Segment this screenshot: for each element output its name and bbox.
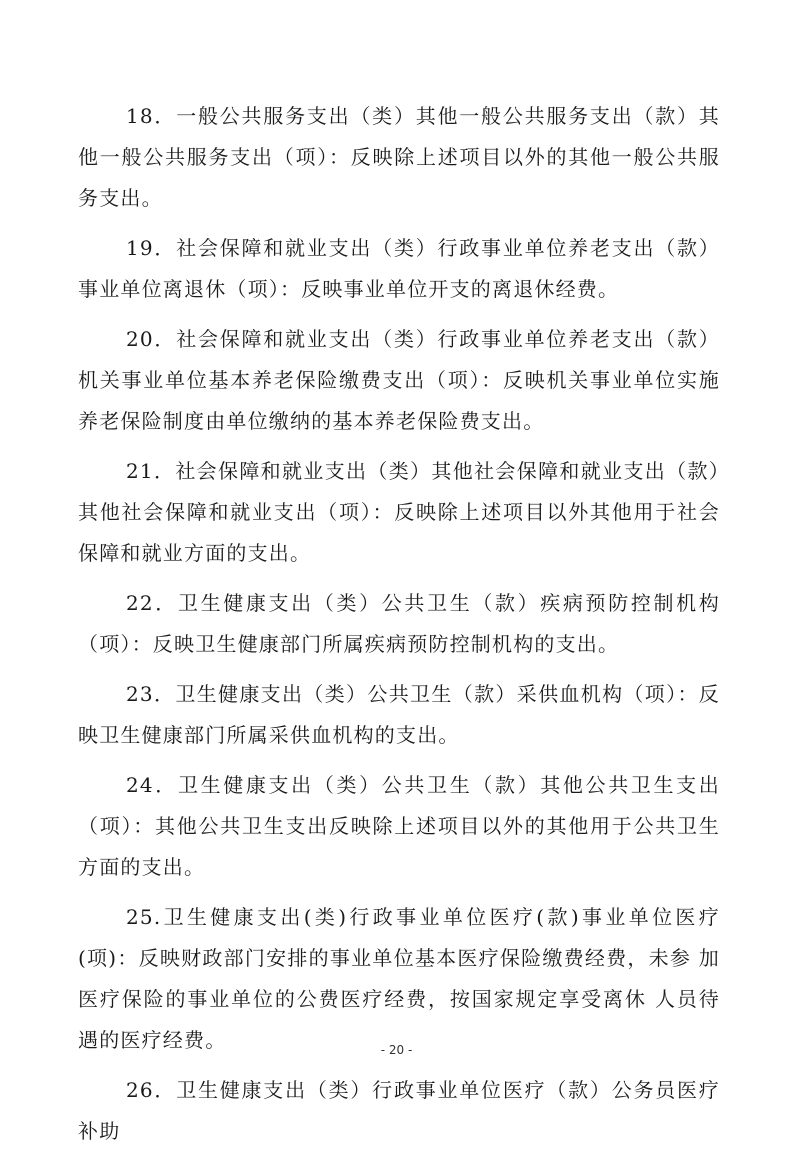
paragraph-18: 18．一般公共服务支出（类）其他一般公共服务支出（款）其他一般公共服务支出（项）：反映除上述项目以外的其他一般公共服务支出。 [78,104,720,210]
paragraph-22: 22．卫生健康支出（类）公共卫生（款）疾病预防控制机构（项）：反映卫生健康部门所属疾病预防控制机构的支出。 [78,591,720,656]
paragraph-25: 25.卫生健康支出(类)行政事业单位医疗(款)事业单位医疗(项)：反映财政部门安排的事业单位基本医疗保险缴费经费，未参 加医疗保险的事业单位的公费医疗经费，按国家规定享受离休 人员待遇的医疗经费。 [78,905,720,1052]
paragraph-23: 23．卫生健康支出（类）公共卫生（款）采供血机构（项）：反映卫生健康部门所属采供血机构的支出。 [78,682,720,747]
paragraph-19: 19．社会保障和就业支出（类）行政事业单位养老支出（款）事业单位离退休（项）：反映事业单位开支的离退休经费。 [78,236,720,301]
paragraph-20: 20．社会保障和就业支出（类）行政事业单位养老支出（款）机关事业单位基本养老保险缴费支出（项）：反映机关事业单位实施养老保险制度由单位缴纳的基本养老保险费支出。 [78,327,720,433]
document-body [78,96,720,1161]
paragraph-21: 21．社会保障和就业支出（类）其他社会保障和就业支出（款）其他社会保障和就业支出（项）：反映除上述项目以外其他用于社会保障和就业方面的支出。 [78,459,720,565]
page-number: - 20 - [380,1043,413,1057]
paragraph-24: 24．卫生健康支出（类）公共卫生（款）其他公共卫生支出（项）：其他公共卫生支出反映除上述项目以外的其他用于公共卫生 方面的支出。 [78,773,720,879]
paragraph-26: 26．卫生健康支出（类）行政事业单位医疗（款）公务员医疗补助 [78,1078,720,1143]
